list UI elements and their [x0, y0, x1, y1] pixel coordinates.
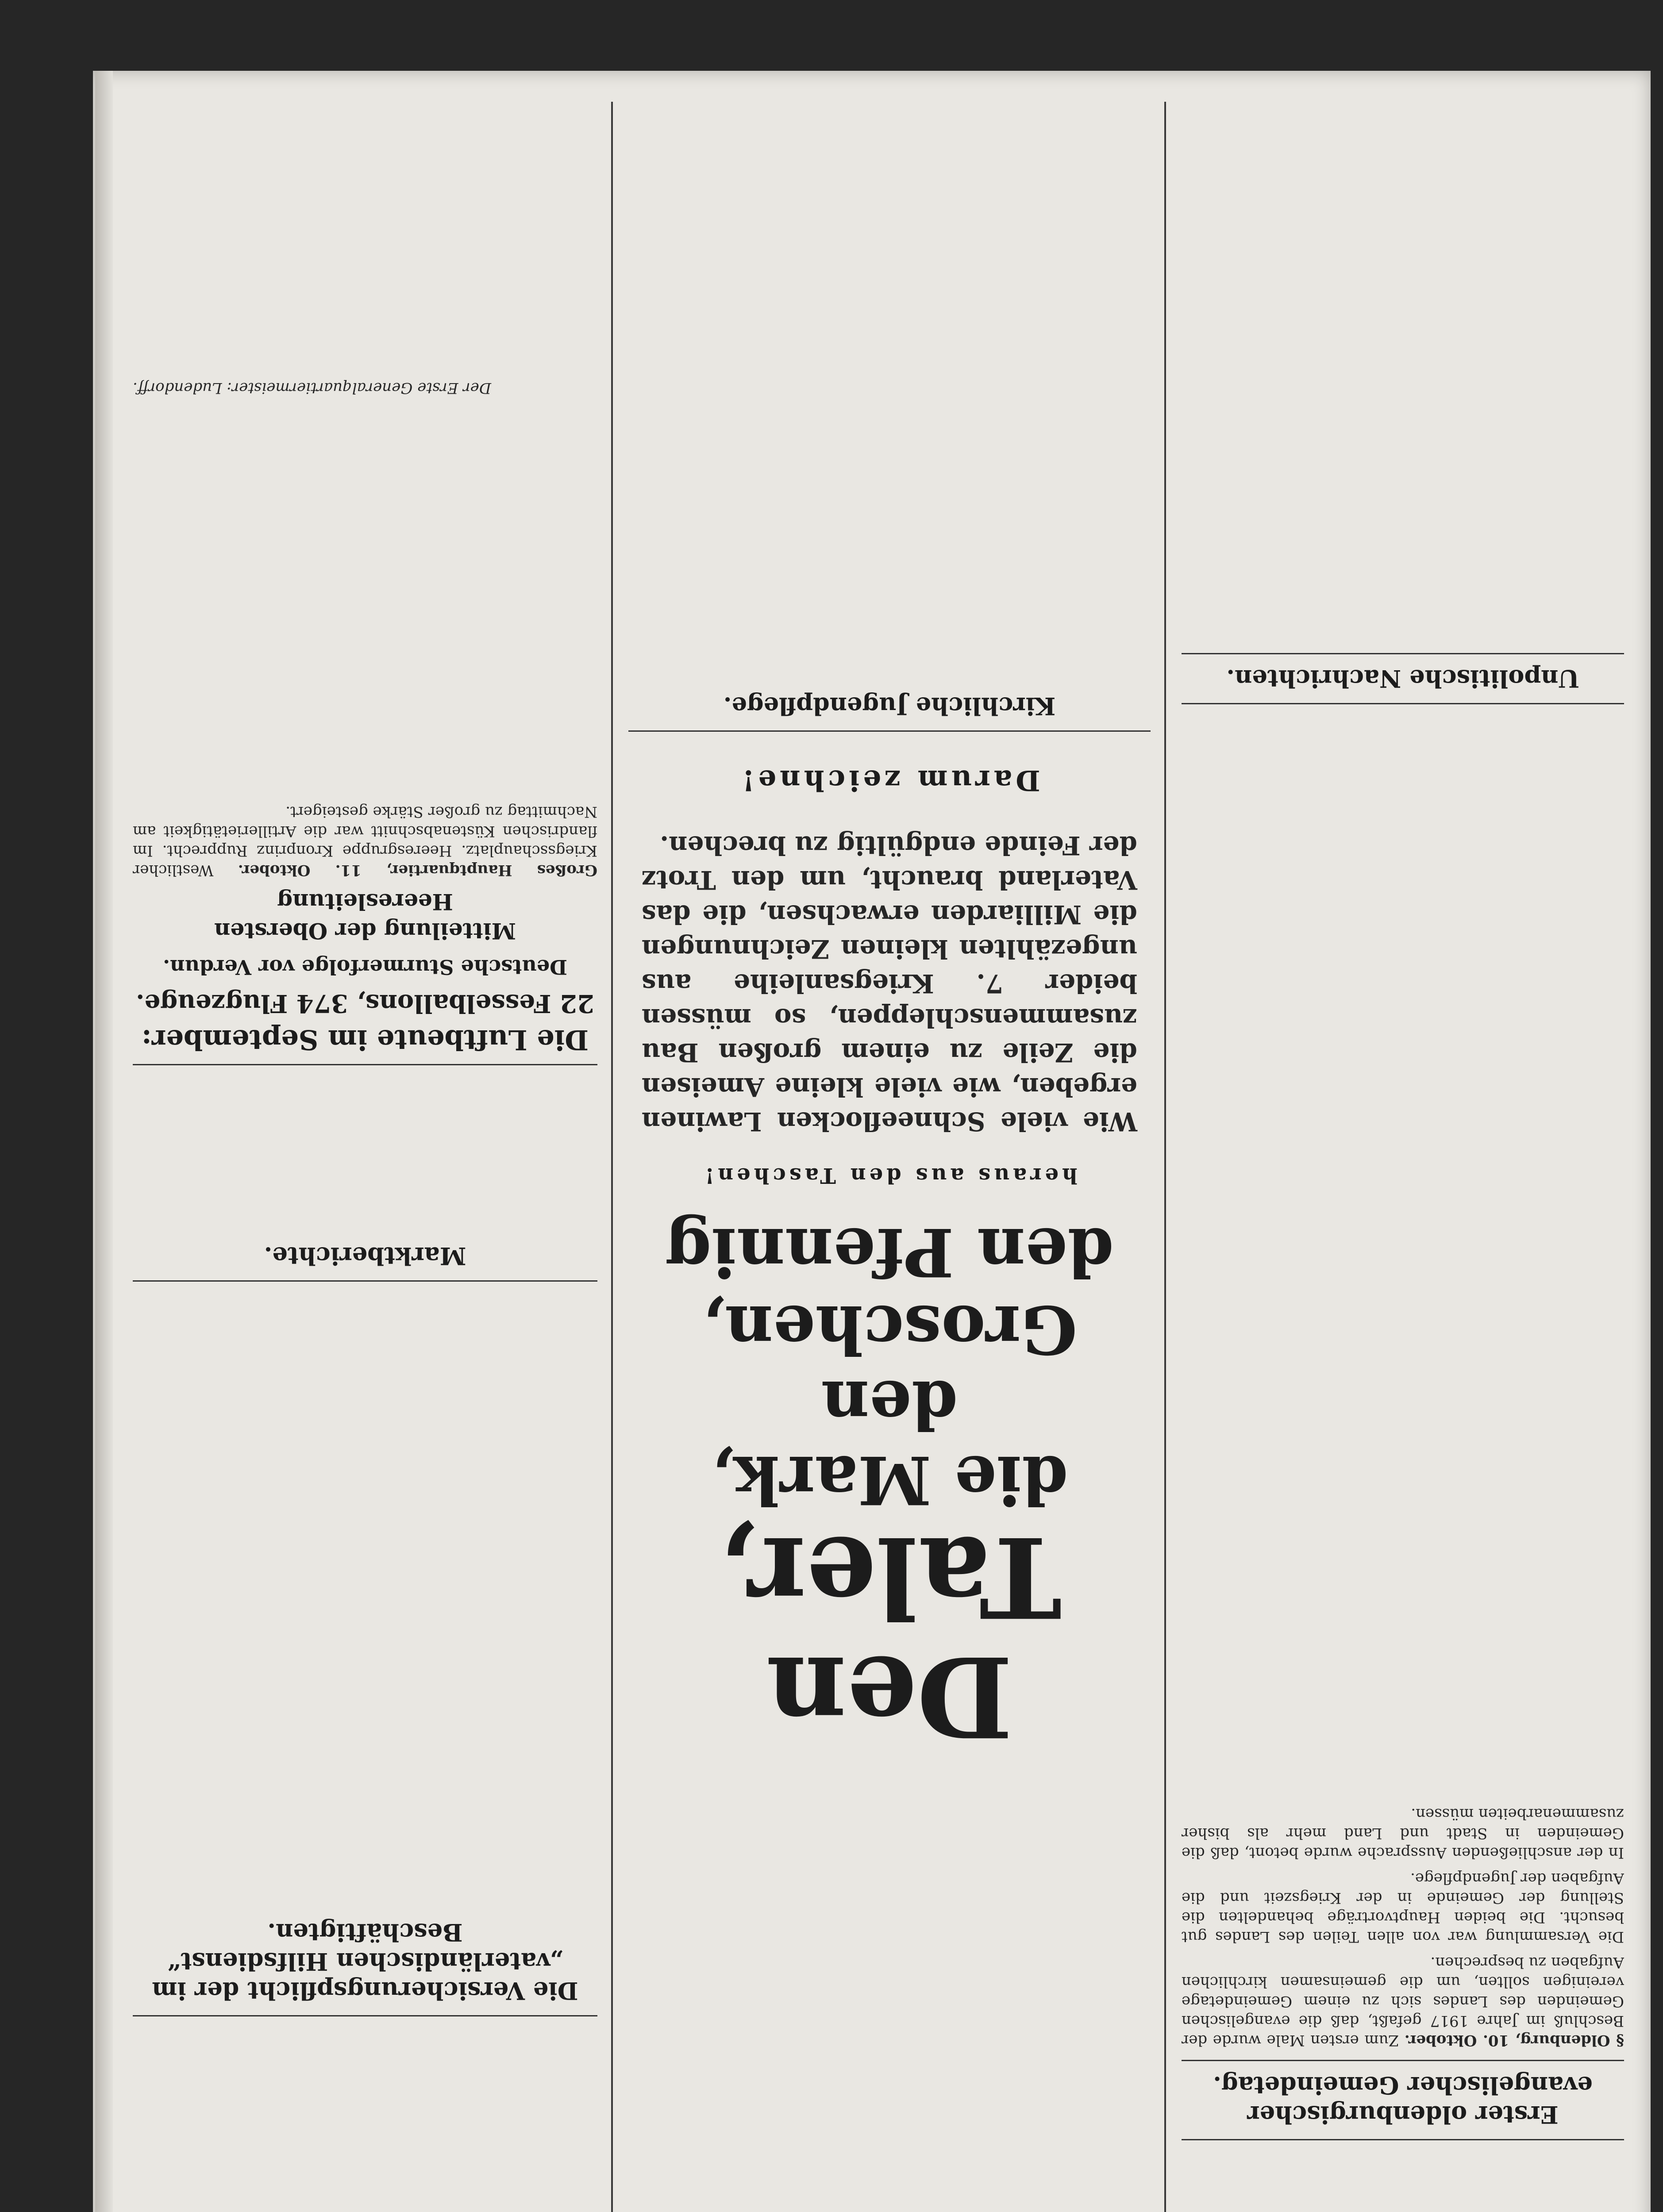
article-paragraph: In der anschließenden Aussprache wurde betont, daß die Gemeinden in Stadt und Land mehr als bisher zusammenarbeiten müssen.	[1182, 1805, 1624, 1862]
column-text-block	[133, 1075, 597, 1234]
ad-headline-taler: Den Taler,	[717, 1512, 1062, 1762]
column-right	[1182, 93, 1624, 2212]
article-paragraph: Zum ersten Male wurde der Beschluß im Jahre 1917 gefaßt, daß die evangelischen Gemeinden des Landes sich zu einem Gemeindetage vereinigen sollten, um die gemeinsamen kirchlichen Aufgaben zu besprechen.	[1182, 1954, 1624, 2049]
column-divider	[1182, 703, 1624, 704]
column-divider	[133, 2015, 597, 2016]
ad-closing-call: Darum zeichne!	[739, 764, 1040, 797]
ad-appeal-text: Wie viele Schneeflocken Lawinen ergeben, wie viele kleine Ameisen die Zeile zu einem großen Bau zusammenschleppen, so müssen beider 7. Kriegsanleihe aus ungezählten kleinen Zeichnungen die Milliarden erwachsen, die das Vaterland braucht, um den Trotz der Feinde endgültig zu brechen.	[642, 830, 1137, 1137]
ad-headline-groschen: den Groschen,	[701, 1290, 1078, 1444]
newspaper-page-upside-down	[115, 75, 1642, 2212]
column-rule	[1164, 102, 1166, 2212]
column-text-block	[133, 1291, 597, 1911]
column-text-block	[628, 1756, 1151, 2212]
column-divider	[133, 1064, 597, 1065]
report-dateline: Großes Hauptquartier, 11. Oktober.	[238, 861, 597, 879]
ad-divider	[628, 730, 1151, 732]
section-title-versicherungspflicht: Die Versicherungspflicht der im „vaterländischen Hilfsdienst“ Beschäftigten.	[152, 1918, 578, 2005]
subtitle-fesselballons: 22 Fesselballons, 374 Flugzeuge.	[136, 989, 594, 1018]
section-title-unpolitische: Unpolitische Nachrichten.	[1226, 664, 1579, 693]
ad-headline-mark: die Mark,	[711, 1441, 1068, 1519]
report-paragraph: Westlicher Kriegsschauplatz. Heeresgruppe Kronprinz Rupprecht. Im flandrischen Küstenabschnitt war die Artillerietätigkeit am Nachmittag zu großer Stärke gesteigert.	[133, 803, 597, 879]
column-text-block	[1182, 714, 1624, 1798]
report-title: Mitteilung der Obersten Heeresleitung	[214, 889, 516, 944]
section-title-jugendpflege: Kirchliche Jugendpflege.	[723, 692, 1056, 720]
page-binding-edge	[95, 71, 113, 2212]
report-text	[133, 802, 597, 880]
column-divider	[1182, 653, 1624, 654]
column-text-block	[133, 2026, 597, 2212]
column-left	[133, 93, 597, 2212]
subtitle-verdun: Deutsche Sturmerfolge vor Verdun.	[163, 955, 567, 979]
column-rule	[611, 102, 613, 2212]
ad-headline-pfennig: den Pfennig	[665, 1213, 1114, 1291]
report-signature: Der Erste Generalquartiermeister: Ludendorff.	[133, 379, 491, 397]
column-middle	[628, 93, 1151, 2212]
article-paragraph: Die Versammlung war von allen Teilen des Landes gut besucht. Die beiden Hauptvorträge behandelten die Stellung der Gemeinde in der Kriegszeit und die Aufgaben der Jugendpflege.	[1182, 1870, 1624, 1946]
column-text-block	[133, 398, 597, 796]
column-divider	[1182, 2139, 1624, 2140]
section-title-luftbeute: Die Luftbeute im September:	[141, 1024, 589, 1056]
section-title-marktberichte: Marktberichte.	[264, 1242, 466, 1270]
column-divider	[1182, 2060, 1624, 2061]
column-text-block	[1182, 2150, 1624, 2212]
article-dateline: § Oldenburg, 10. Oktober.	[1404, 2032, 1624, 2049]
column-divider	[133, 1280, 597, 1282]
section-title-gemeindetag: Erster oldenburgischer evangelischer Gemeindetag.	[1213, 2071, 1593, 2129]
ad-subheadline: heraus aus den Taschen!	[701, 1163, 1078, 1188]
article-text	[1182, 1953, 1624, 2050]
